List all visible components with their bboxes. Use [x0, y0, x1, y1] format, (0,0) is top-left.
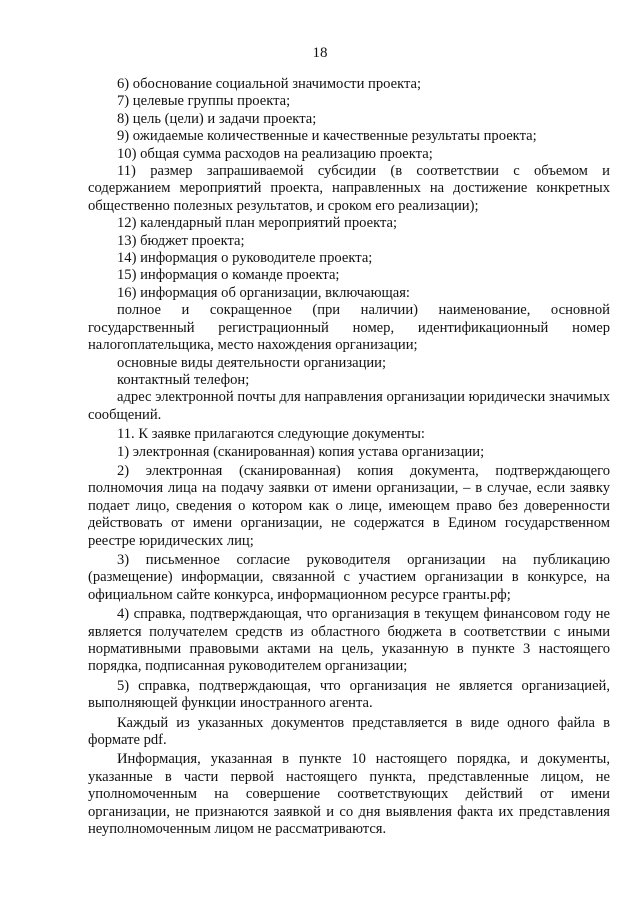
paragraph-information: Информация, указанная в пункте 10 настоящего порядка, и документы, указанные в части первой настоящего пункта, представленные лицом, не уполномоченным на совершение соответствующих действий от имени организации, не признаются заявкой и со дня выявления факта их представления неуполномоченным лицом не рассматриваются. [88, 751, 610, 838]
paragraph-item-14: 14) информация о руководителе проекта; [117, 250, 373, 267]
paragraph-pdf-format: Каждый из указанных документов представляется в виде одного файла в формате pdf. [88, 714, 610, 749]
paragraph-item-8: 8) цель (цели) и задачи проекта; [117, 110, 317, 127]
paragraph-item-9: 9) ожидаемые количественные и качественные результаты проекта; [117, 128, 537, 145]
document-body [88, 76, 610, 838]
paragraph-item-15: 15) информация о команде проекта; [117, 267, 340, 284]
paragraph-item-11: 11) размер запрашиваемой субсидии (в соответствии с объемом и содержанием мероприятий проекта, направленных на достижение конкретных общественно полезных результатов, и сроком его реализации); [88, 163, 610, 214]
paragraph-doc-2: 2) электронная (сканированная) копия документа, подтверждающего полномочия лица на подачу заявки от имени организации, – в случае, если заявку подает лицо, сведения о котором как о лице, имеющем право без доверенности действовать от имени организации, не содержатся в Едином государственном реестре юридических лиц; [88, 462, 610, 549]
paragraph-item-10: 10) общая сумма расходов на реализацию проекта; [117, 145, 433, 162]
page-number: 18 [312, 45, 328, 61]
paragraph-item-12: 12) календарный план мероприятий проекта; [117, 215, 398, 232]
paragraph-org-activities: основные виды деятельности организации; [117, 354, 387, 371]
paragraph-doc-5: 5) справка, подтверждающая, что организация не является организацией, выполняющей функции иностранного агента. [88, 677, 610, 712]
paragraph-doc-1: 1) электронная (сканированная) копия устава организации; [117, 443, 485, 460]
paragraph-item-13: 13) бюджет проекта; [117, 232, 245, 249]
paragraph-org-email: адрес электронной почты для направления организации юридически значимых сообщений. [88, 389, 610, 423]
paragraph-doc-3: 3) письменное согласие руководителя организации на публикацию (размещение) информации, связанной с участием организации в конкурсе, на официальном сайте конкурса, информационном ресурсе гранты.рф; [88, 551, 610, 603]
paragraph-doc-4: 4) справка, подтверждающая, что организация в текущем финансовом году не является получателем средств из областного бюджета в соответствии с иными нормативными правовыми актами на цель, указанную в пункте 3 настоящего порядка, подписанная руководителем организации; [88, 606, 610, 675]
paragraph-item-7: 7) целевые группы проекта; [117, 93, 291, 110]
paragraph-section-11: 11. К заявке прилагаются следующие документы: [117, 426, 425, 443]
paragraph-item-6: 6) обоснование социальной значимости проекта; [117, 76, 422, 92]
paragraph-org-name: полное и сокращенное (при наличии) наименование, основной государственный регистрационный номер, идентификационный номер налогоплательщика, место нахождения организации; [88, 302, 610, 354]
paragraph-org-phone: контактный телефон; [117, 371, 250, 388]
paragraph-item-16: 16) информация об организации, включающая: [117, 284, 410, 301]
